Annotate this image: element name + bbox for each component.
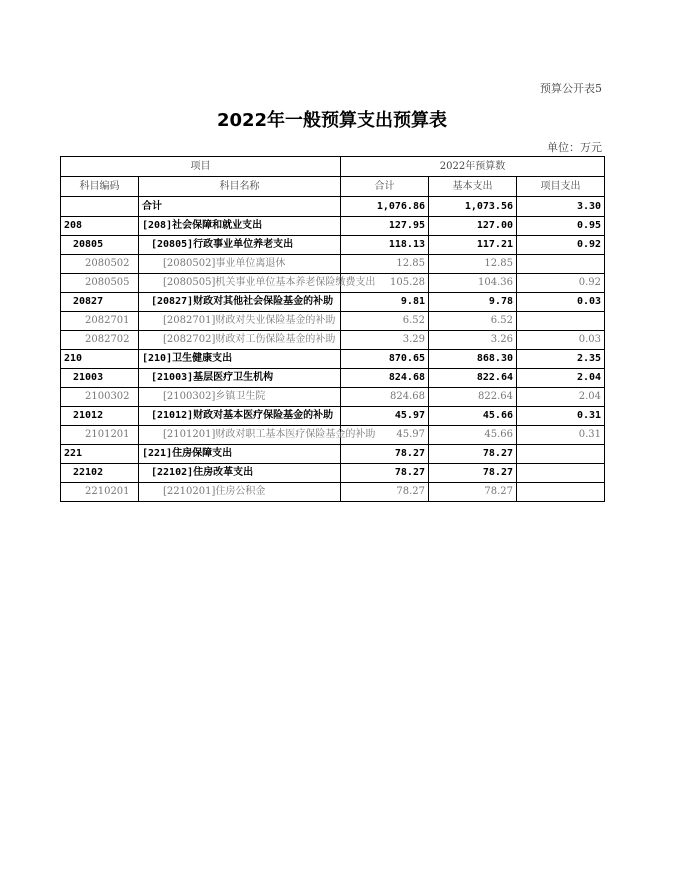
row-basic: 822.64	[429, 369, 517, 388]
row-basic: 9.78	[429, 293, 517, 312]
row-total: 6.52	[341, 312, 429, 331]
row-basic: 6.52	[429, 312, 517, 331]
row-project: 0.92	[517, 236, 605, 255]
total-row	[61, 197, 605, 217]
table-row	[61, 388, 605, 407]
row-basic: 104.36	[429, 274, 517, 293]
row-basic: 822.64	[429, 388, 517, 407]
row-total: 9.81	[341, 293, 429, 312]
row-total: 127.95	[341, 217, 429, 236]
table-row	[61, 293, 605, 312]
row-code: 2082701	[61, 312, 139, 331]
row-project: 0.03	[517, 331, 605, 350]
page-title: 2022年一般预算支出预算表	[216, 110, 448, 131]
row-total: 78.27	[341, 445, 429, 464]
row-project	[517, 483, 605, 502]
row-total: 12.85	[341, 255, 429, 274]
row-project	[517, 464, 605, 483]
row-basic: 45.66	[429, 426, 517, 445]
row-project	[517, 312, 605, 331]
row-total: 3.29	[341, 331, 429, 350]
table-row	[61, 445, 605, 464]
row-basic: 78.27	[429, 445, 517, 464]
table-row	[61, 331, 605, 350]
row-code: 221	[61, 445, 139, 464]
row-basic: 868.30	[429, 350, 517, 369]
row-project: 0.31	[517, 407, 605, 426]
row-code: 210	[61, 350, 139, 369]
row-name: [21012]财政对基本医疗保险基金的补助	[139, 407, 341, 426]
row-project	[517, 445, 605, 464]
row-basic: 12.85	[429, 255, 517, 274]
total-project: 3.30	[517, 197, 605, 217]
row-code: 2082702	[61, 331, 139, 350]
row-basic: 45.66	[429, 407, 517, 426]
row-basic: 3.26	[429, 331, 517, 350]
header-budget-group: 2022年预算数	[341, 157, 605, 177]
row-code: 2101201	[61, 426, 139, 445]
total-code	[61, 197, 139, 217]
row-project: 0.95	[517, 217, 605, 236]
table-row	[61, 217, 605, 236]
row-code: 20805	[61, 236, 139, 255]
row-name: [2101201]财政对职工基本医疗保险基金的补助	[139, 426, 341, 445]
row-name: [221]住房保障支出	[139, 445, 341, 464]
row-code: 22102	[61, 464, 139, 483]
table-row	[61, 236, 605, 255]
row-basic: 78.27	[429, 483, 517, 502]
row-name: [2082702]财政对工伤保险基金的补助	[139, 331, 341, 350]
row-code: 2210201	[61, 483, 139, 502]
row-project: 2.04	[517, 388, 605, 407]
row-code: 208	[61, 217, 139, 236]
row-total: 78.27	[341, 483, 429, 502]
row-total: 45.97	[341, 407, 429, 426]
row-name: [2080505]机关事业单位基本养老保险缴费支出	[139, 274, 341, 293]
row-project: 0.92	[517, 274, 605, 293]
row-code: 2080502	[61, 255, 139, 274]
row-total: 78.27	[341, 464, 429, 483]
header-basic: 基本支出	[429, 177, 517, 197]
row-name: [21003]基层医疗卫生机构	[139, 369, 341, 388]
row-total: 824.68	[341, 369, 429, 388]
table-row	[61, 407, 605, 426]
row-basic: 78.27	[429, 464, 517, 483]
row-code: 20827	[61, 293, 139, 312]
doc-number-label: 预算公开表5	[540, 82, 602, 95]
row-project: 2.35	[517, 350, 605, 369]
header-project: 项目支出	[517, 177, 605, 197]
row-basic: 117.21	[429, 236, 517, 255]
header-name: 科目名称	[139, 177, 341, 197]
row-name: [20805]行政事业单位养老支出	[139, 236, 341, 255]
header-row-columns	[61, 177, 605, 197]
unit-label: 单位：万元	[547, 141, 602, 154]
table-row	[61, 369, 605, 388]
table-row	[61, 312, 605, 331]
row-code: 2100302	[61, 388, 139, 407]
table-row	[61, 255, 605, 274]
table-row	[61, 274, 605, 293]
header-row-group	[61, 157, 605, 177]
row-total: 105.28	[341, 274, 429, 293]
row-project: 2.04	[517, 369, 605, 388]
row-project: 0.03	[517, 293, 605, 312]
total-basic: 1,073.56	[429, 197, 517, 217]
header-code: 科目编码	[61, 177, 139, 197]
total-amount: 1,076.86	[341, 197, 429, 217]
row-name: [2100302]乡镇卫生院	[139, 388, 341, 407]
total-name: 合计	[139, 197, 341, 217]
row-project: 0.31	[517, 426, 605, 445]
header-total: 合计	[341, 177, 429, 197]
row-total: 118.13	[341, 236, 429, 255]
table-row	[61, 350, 605, 369]
row-code: 21012	[61, 407, 139, 426]
row-project	[517, 255, 605, 274]
row-basic: 127.00	[429, 217, 517, 236]
table-row	[61, 464, 605, 483]
budget-table	[60, 156, 605, 502]
row-name: [22102]住房改革支出	[139, 464, 341, 483]
row-name: [2080502]事业单位离退休	[139, 255, 341, 274]
row-code: 2080505	[61, 274, 139, 293]
row-total: 870.65	[341, 350, 429, 369]
table-row	[61, 426, 605, 445]
row-code: 21003	[61, 369, 139, 388]
row-name: [208]社会保障和就业支出	[139, 217, 341, 236]
row-total: 824.68	[341, 388, 429, 407]
row-name: [210]卫生健康支出	[139, 350, 341, 369]
row-total: 45.97	[341, 426, 429, 445]
row-name: [2210201]住房公积金	[139, 483, 341, 502]
row-name: [2082701]财政对失业保险基金的补助	[139, 312, 341, 331]
table-row	[61, 483, 605, 502]
header-item-group: 项目	[61, 157, 341, 177]
row-name: [20827]财政对其他社会保险基金的补助	[139, 293, 341, 312]
